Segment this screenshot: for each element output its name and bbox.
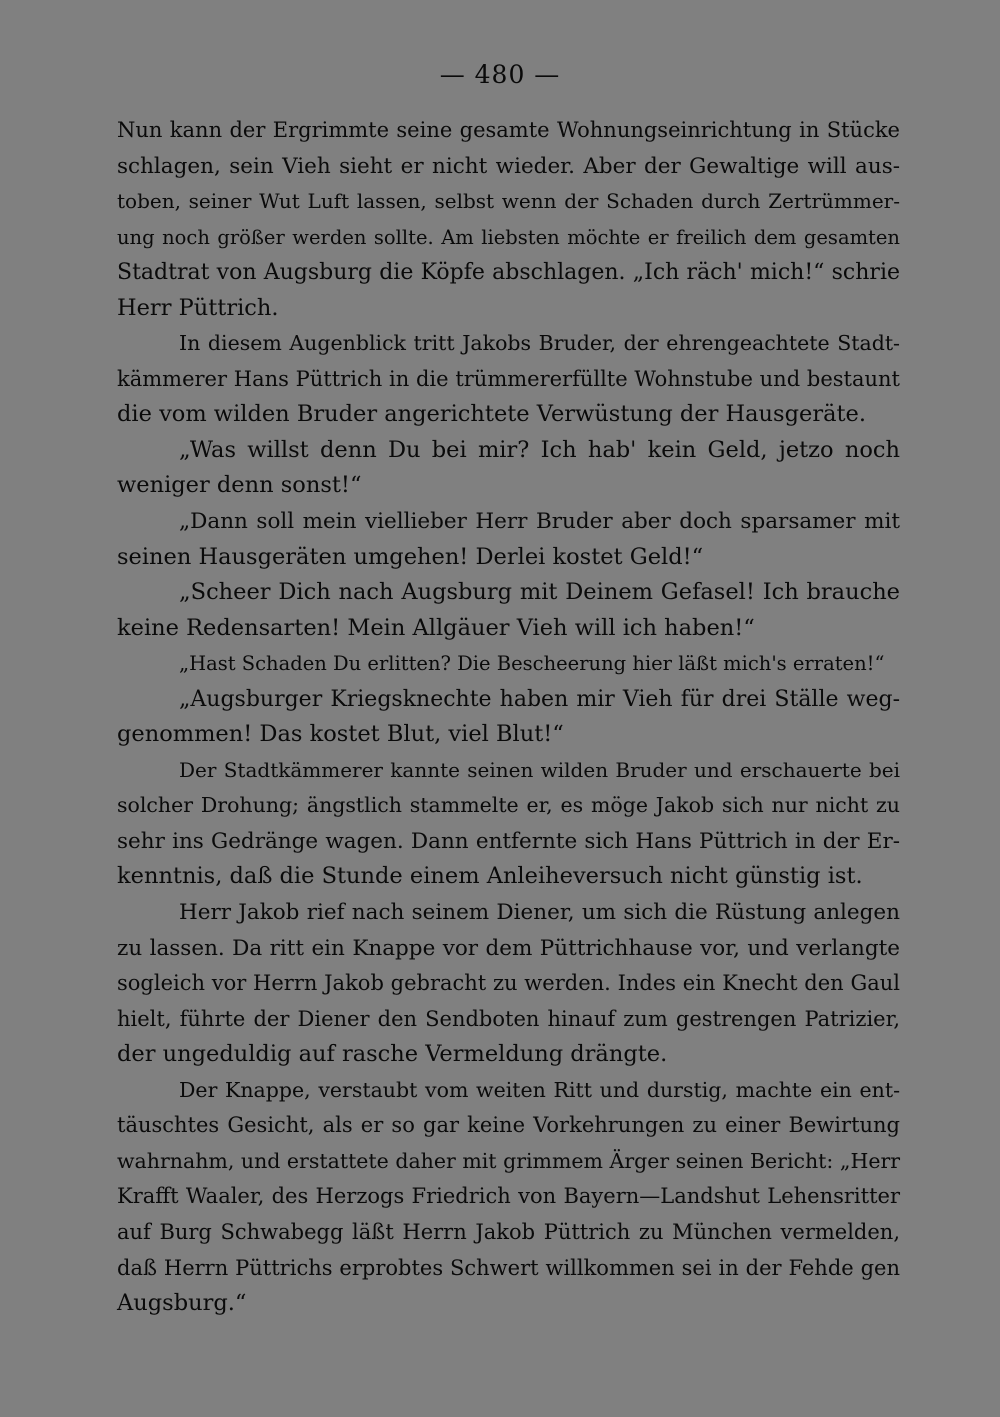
text-line: daß Herrn Püttrichs erprobtes Schwert willkommen sei in der Fehde gen [117,1255,900,1280]
text-line: keine Redensarten! Mein Allgäuer Vieh will ich haben!“ [117,614,755,641]
text-line: „Hast Schaden Du erlitten? Die Bescheerung hier läßt mich's erraten!“ [179,652,885,676]
text-line: schlagen, sein Vieh sieht er nicht wieder. Aber der Gewaltige will aus- [117,153,900,179]
text-line: täuschtes Gesicht, als er so gar keine Vorkehrungen zu einer Bewirtung [117,1113,900,1138]
text-line: Der Stadtkämmerer kannte seinen wilden Bruder und erschauerte bei [179,757,900,782]
text-line: „Was willst denn Du bei mir? Ich hab' kein Geld, jetzo noch [179,436,900,463]
text-line: hielt, führte der Diener den Sendboten hinauf zum gestrengen Patrizier, [117,1006,900,1031]
text-line: seinen Hausgeräten umgehen! Derlei kostet Geld!“ [117,543,704,570]
page-number: — 480 — [439,60,561,89]
text-line: sehr ins Gedränge wagen. Dann entfernte sich Hans Püttrich in der Er- [117,828,900,854]
text-line: „Scheer Dich nach Augsburg mit Deinem Gefasel! Ich brauche [179,579,900,606]
text-line: wahrnahm, und erstattete daher mit grimmem Ärger seinen Bericht: „Herr [117,1148,901,1173]
text-line: Herr Püttrich. [117,294,279,321]
text-line: toben, seiner Wut Luft lassen, selbst wenn der Schaden durch Zertrümmer- [117,189,900,214]
text-line: kämmerer Hans Püttrich in die trümmererfüllte Wohnstube und bestaunt [117,366,900,391]
text-line: Augsburg.“ [117,1290,247,1317]
text-line: Der Knappe, verstaubt vom weiten Ritt und durstig, machte ein ent- [179,1077,900,1102]
text-line: die vom wilden Bruder angerichtete Verwüstung der Hausgeräte. [117,401,866,428]
text-line: sogleich vor Herrn Jakob gebracht zu werden. Indes ein Knecht den Gaul [117,971,900,996]
text-line: Herr Jakob rief nach seinem Diener, um sich die Rüstung anlegen [179,900,900,926]
text-line: „Augsburger Kriegsknechte haben mir Vieh für drei Ställe weg- [179,686,900,712]
text-line: solcher Drohung; ängstlich stammelte er, es möge Jakob sich nur nicht zu [117,793,900,818]
text-line: „Dann soll mein viellieber Herr Bruder aber doch sparsamer mit [179,509,900,535]
text-line: Nun kann der Ergrimmte seine gesamte Wohnungseinrichtung in Stücke [117,118,900,142]
text-line: der ungeduldig auf rasche Vermeldung drängte. [117,1041,668,1068]
text-line: In diesem Augenblick tritt Jakobs Bruder, der ehrengeachtete Stadt- [179,331,900,356]
text-line: Krafft Waaler, des Herzogs Friedrich von Bayern—Landshut Lehensritter [117,1184,900,1209]
text-line: auf Burg Schwabegg läßt Herrn Jakob Püttrich zu München vermelden, [117,1219,900,1244]
text-line: Stadtrat von Augsburg die Köpfe abschlagen. „Ich räch' mich!“ schrie [117,260,900,286]
text-line: ung noch größer werden sollte. Am liebsten möchte er freilich dem gesamten [117,225,900,249]
text-line: weniger denn sonst!“ [117,472,362,499]
text-line: genommen! Das kostet Blut, viel Blut!“ [117,721,564,748]
text-line: zu lassen. Da ritt ein Knappe vor dem Püttrichhause vor, und verlangte [117,935,900,961]
text-line: kenntnis, daß die Stunde einem Anleiheversuch nicht günstig ist. [117,863,863,890]
body-text [117,113,900,1322]
